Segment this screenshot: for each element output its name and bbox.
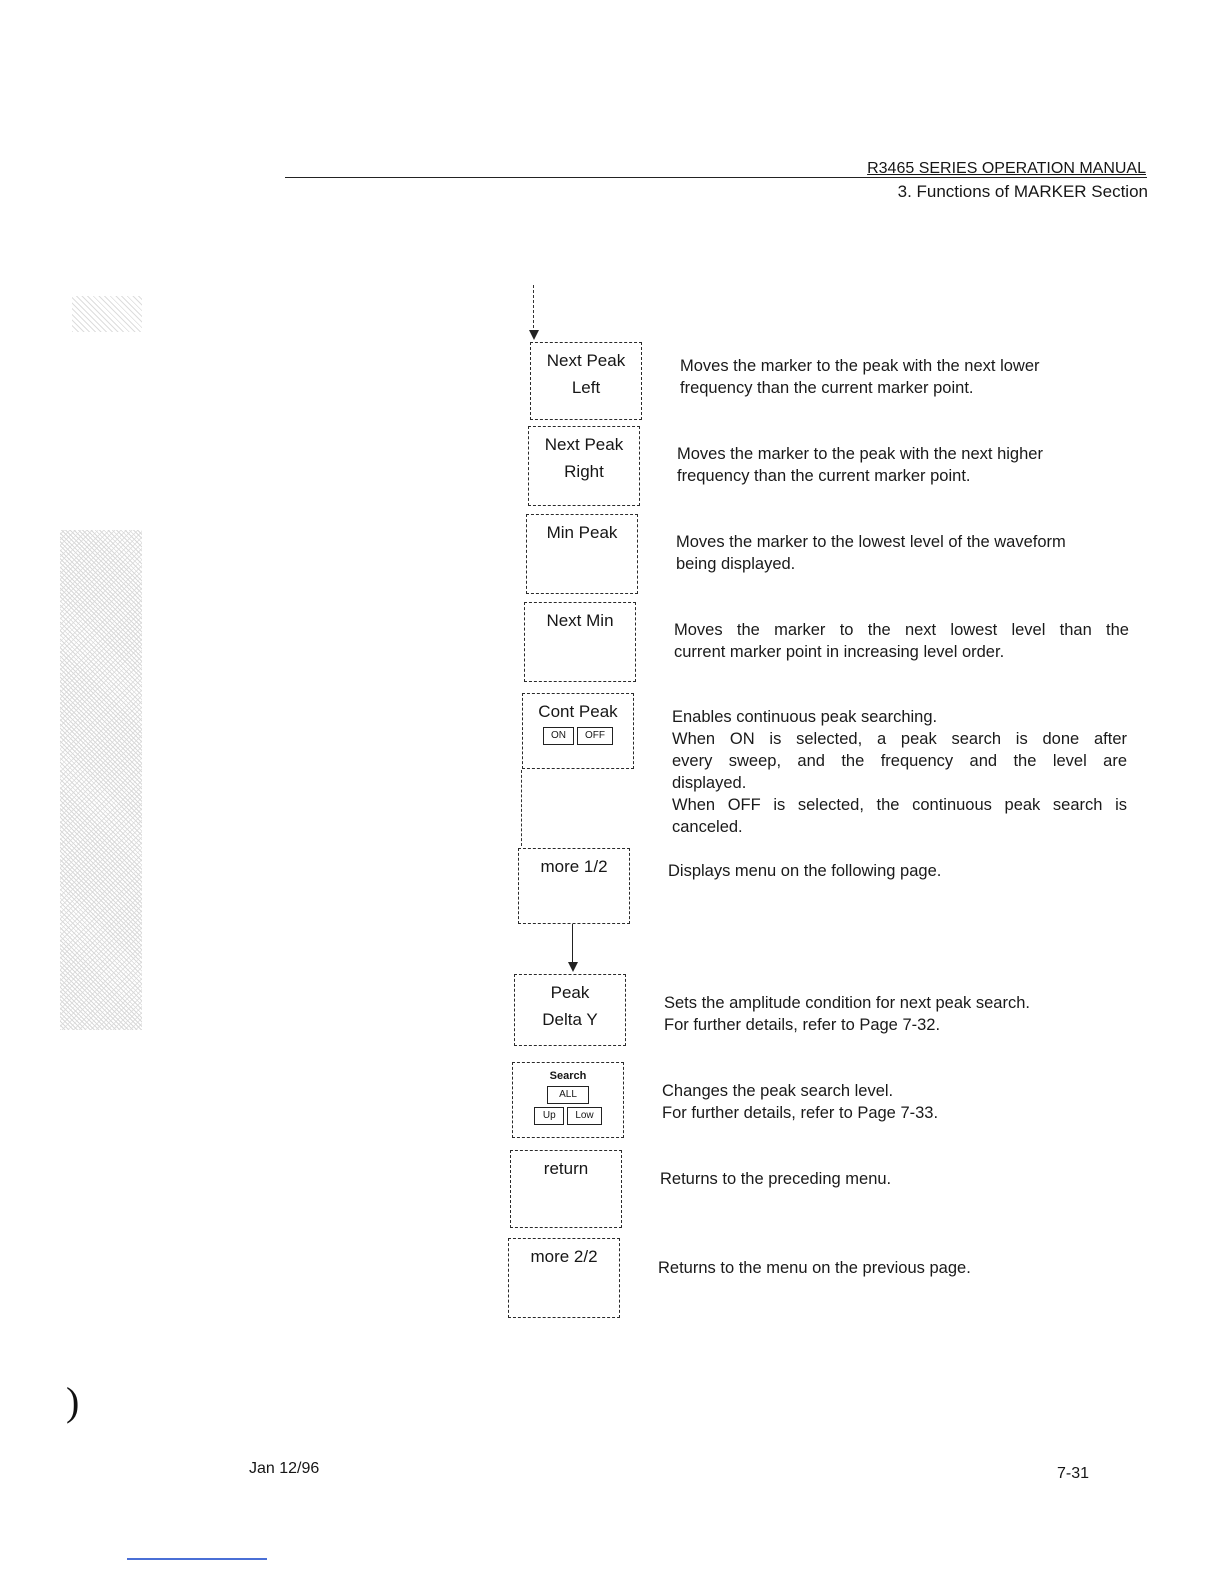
- scan-edge-line: [127, 1558, 267, 1560]
- softkey-next-min[interactable]: [524, 602, 636, 682]
- softkey-next-peak-left[interactable]: [530, 342, 642, 420]
- description-next-peak-right: Moves the marker to the peak with the next higher frequency than the current marker point.: [677, 445, 1043, 485]
- description-search: Changes the peak search level. For further details, refer to Page 7-33.: [662, 1082, 939, 1122]
- manual-title: R3465 SERIES OPERATION MANUAL: [867, 160, 1146, 177]
- low-button[interactable]: Low: [567, 1107, 601, 1125]
- softkey-label: Delta Y: [542, 1010, 598, 1029]
- softkey-next-peak-right[interactable]: [528, 426, 640, 506]
- softkey-label: Peak: [550, 983, 590, 1002]
- description-more-2-2: Returns to the menu on the previous page.: [658, 1259, 971, 1277]
- softkey-label: Cont Peak: [538, 702, 618, 721]
- on-off-toggle[interactable]: [543, 727, 613, 745]
- page-arrow-line: [572, 924, 573, 966]
- entry-line: [533, 285, 534, 333]
- softkey-label: Left: [571, 378, 601, 397]
- header-rule: [285, 177, 1147, 178]
- softkey-label: Search: [549, 1070, 587, 1082]
- description-more-1-2: Displays menu on the following page.: [668, 862, 942, 880]
- up-button[interactable]: Up: [534, 1107, 564, 1125]
- on-button[interactable]: ON: [543, 727, 574, 745]
- description-cont-peak: Enables continuous peak searching. When ON is selected, a peak search is done after every sweep, and the frequency and the level are displayed. When OFF is selected, the continuous peak search is canceled.: [672, 708, 1127, 836]
- description-peak-delta-y: Sets the amplitude condition for next peak search. For further details, refer to Page 7-32.: [664, 994, 1030, 1034]
- softkey-label: Next Min: [546, 611, 614, 630]
- softkey-label: Next Peak: [546, 351, 626, 370]
- softkey-search[interactable]: [512, 1062, 624, 1138]
- softkey-more-2-2[interactable]: [508, 1238, 620, 1318]
- scan-artifact: [72, 296, 142, 332]
- softkey-label: Right: [564, 462, 604, 481]
- description-next-min: Moves the marker to the next lowest level than the current marker point in increasing level order.: [674, 621, 1129, 661]
- softkey-label: more 2/2: [530, 1247, 598, 1266]
- scan-artifact-strip: [60, 530, 142, 1030]
- softkey-peak-delta-y[interactable]: [514, 974, 626, 1046]
- description-return: Returns to the preceding menu.: [660, 1170, 892, 1188]
- section-title: 3. Functions of MARKER Section: [897, 182, 1148, 201]
- page-number: 7-31: [1057, 1465, 1090, 1482]
- arrow-down-icon: [529, 330, 539, 340]
- all-button[interactable]: ALL: [547, 1086, 589, 1104]
- softkey-more-1-2[interactable]: [518, 848, 630, 924]
- softkey-min-peak[interactable]: [526, 514, 638, 594]
- softkey-label: more 1/2: [540, 857, 608, 876]
- softkey-label: return: [543, 1159, 589, 1178]
- off-button[interactable]: OFF: [577, 727, 613, 745]
- softkey-label: Next Peak: [544, 435, 624, 454]
- description-next-peak-left: Moves the marker to the peak with the next lower frequency than the current marker point.: [680, 357, 1040, 397]
- scan-mark: ): [66, 1379, 80, 1424]
- arrow-down-icon: [568, 962, 578, 972]
- description-min-peak: Moves the marker to the lowest level of the waveform being displayed.: [676, 533, 1066, 573]
- menu-connector-line: [521, 770, 522, 846]
- softkey-return[interactable]: [510, 1150, 622, 1228]
- softkey-cont-peak[interactable]: [522, 693, 634, 769]
- footer-date: Jan 12/96: [249, 1460, 320, 1477]
- softkey-label: Min Peak: [546, 523, 618, 542]
